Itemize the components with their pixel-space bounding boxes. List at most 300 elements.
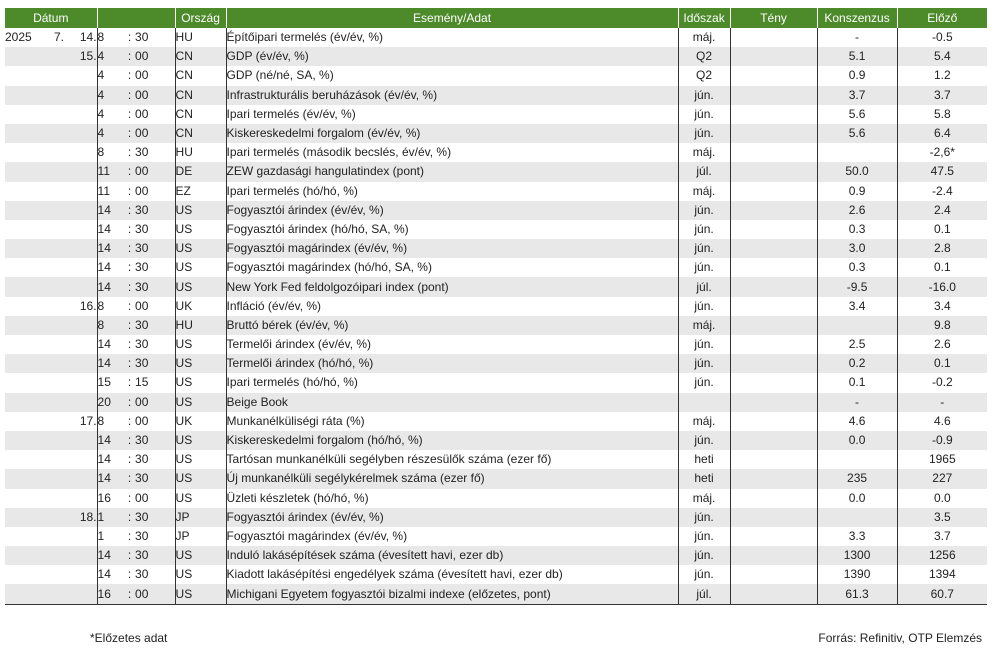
- header-orszag: Ország: [175, 8, 226, 28]
- row-day: 17.: [79, 413, 97, 428]
- row-period: máj.: [678, 489, 730, 508]
- row-year: [5, 546, 42, 565]
- row-day: [64, 124, 97, 143]
- row-event: GDP (né/né, SA, %): [226, 66, 678, 85]
- row-event: Kiadott lakásépítési engedélyek száma (évesített havi, ezer db): [226, 565, 678, 584]
- row-period: jún.: [678, 220, 730, 239]
- row-minute: 30: [135, 508, 175, 527]
- row-actual: [730, 124, 817, 143]
- row-hour: 4: [97, 105, 124, 124]
- row-event: Michigani Egyetem fogyasztói bizalmi indexe (előzetes, pont): [226, 584, 678, 604]
- row-hour: 14: [97, 220, 124, 239]
- row-month: [42, 412, 64, 431]
- row-hour: 14: [97, 431, 124, 450]
- table-row: [5, 182, 987, 201]
- row-year: [5, 431, 42, 450]
- row-period: jún.: [678, 105, 730, 124]
- table-row: [5, 162, 987, 181]
- row-hour: 8: [97, 297, 124, 316]
- table-row: [5, 277, 987, 296]
- row-month: [42, 373, 64, 392]
- time-separator: :: [127, 567, 132, 582]
- row-minute: 30: [135, 546, 175, 565]
- table-row: [5, 124, 987, 143]
- row-day: [64, 565, 97, 584]
- row-minute: 30: [135, 469, 175, 488]
- table-row: [5, 28, 987, 47]
- row-period: jún.: [678, 527, 730, 546]
- row-previous: -2.4: [897, 182, 987, 201]
- row-actual: [730, 527, 817, 546]
- row-year: [5, 143, 42, 162]
- row-day: [64, 527, 97, 546]
- row-hour: 14: [97, 450, 124, 469]
- table-row: [5, 47, 987, 66]
- row-country: CN: [175, 105, 226, 124]
- row-year: [5, 584, 42, 604]
- row-actual: [730, 316, 817, 335]
- row-day: [64, 489, 97, 508]
- row-day: [64, 143, 97, 162]
- row-year: [5, 412, 42, 431]
- row-day: [64, 393, 97, 412]
- table-row: [5, 239, 987, 258]
- row-minute: 00: [135, 183, 149, 198]
- table-row: [5, 469, 987, 488]
- row-consensus: 0.2: [817, 354, 897, 373]
- row-previous: 3.5: [897, 508, 987, 527]
- table-row: [5, 105, 987, 124]
- row-hour: 16: [97, 584, 124, 604]
- row-actual: [730, 354, 817, 373]
- time-separator: :: [124, 354, 135, 373]
- time-separator: :: [127, 260, 132, 275]
- row-year: [5, 393, 42, 412]
- row-year: [5, 489, 42, 508]
- row-minute: 30: [135, 528, 149, 543]
- row-year: [5, 258, 42, 277]
- row-hour: 14: [97, 546, 124, 565]
- row-hour: 1: [97, 527, 124, 546]
- row-period: júl.: [678, 277, 730, 296]
- time-separator: :: [124, 239, 135, 258]
- row-actual: [730, 162, 817, 181]
- header-idoszak: Időszak: [678, 8, 730, 28]
- row-hour: 4: [97, 66, 124, 85]
- row-month: [42, 431, 64, 450]
- row-actual: [730, 47, 817, 66]
- time-separator: :: [124, 124, 135, 143]
- row-country: UK: [175, 412, 226, 431]
- row-month: [42, 47, 64, 66]
- row-year: [5, 354, 42, 373]
- header-teny: Tény: [730, 8, 817, 28]
- row-country: JP: [175, 508, 226, 527]
- row-country: JP: [175, 527, 226, 546]
- row-day: [64, 584, 97, 604]
- row-actual: [730, 143, 817, 162]
- row-previous: -0.9: [897, 431, 987, 450]
- row-hour: 8: [97, 316, 124, 335]
- row-period: jún.: [678, 546, 730, 565]
- row-minute: 30: [135, 277, 175, 296]
- row-month: [42, 469, 64, 488]
- time-separator: :: [127, 375, 132, 390]
- table-row: [5, 335, 987, 354]
- row-hour: 14: [97, 201, 124, 220]
- row-country: US: [175, 201, 226, 220]
- row-event: Fogyasztói magárindex (hó/hó, SA, %): [226, 258, 678, 277]
- row-month: [42, 182, 64, 201]
- row-previous: -16.0: [897, 277, 987, 296]
- row-event: Infrastrukturális beruházások (év/év, %): [226, 86, 678, 105]
- row-actual: [730, 393, 817, 412]
- row-month: [42, 86, 64, 105]
- row-month: [42, 316, 64, 335]
- row-consensus: 61.3: [817, 584, 897, 604]
- row-actual: [730, 373, 817, 392]
- row-hour: 11: [97, 162, 124, 181]
- table-row: [5, 527, 987, 546]
- table-row: [5, 297, 987, 316]
- row-country: US: [175, 489, 226, 508]
- row-event: Kiskereskedelmi forgalom (hó/hó, %): [226, 431, 678, 450]
- row-day: 18.: [64, 508, 97, 527]
- time-separator: :: [127, 183, 132, 198]
- row-event: GDP (év/év, %): [226, 47, 678, 66]
- row-country: CN: [175, 86, 226, 105]
- row-month: [42, 220, 64, 239]
- row-period: jún.: [678, 565, 730, 584]
- row-period: máj.: [678, 316, 730, 335]
- table-row: [5, 508, 987, 527]
- time-separator: :: [124, 277, 135, 296]
- row-actual: [730, 584, 817, 604]
- row-country: US: [175, 584, 226, 604]
- time-separator: :: [127, 528, 132, 543]
- row-minute: 30: [135, 221, 149, 236]
- table-row: [5, 412, 987, 431]
- row-country: US: [175, 565, 226, 584]
- row-previous: 0.1: [897, 258, 987, 277]
- row-country: US: [175, 373, 226, 392]
- row-consensus: -: [817, 393, 897, 412]
- table-row: [5, 86, 987, 105]
- row-event: Bruttó bérek (év/év, %): [226, 316, 678, 335]
- row-consensus: 0.3: [817, 258, 897, 277]
- row-consensus: -9.5: [817, 277, 897, 296]
- row-previous: 1.2: [897, 66, 987, 85]
- row-event: Fogyasztói árindex (év/év, %): [226, 508, 678, 527]
- row-consensus: [817, 316, 897, 335]
- row-consensus: 3.4: [817, 297, 897, 316]
- row-minute: 00: [135, 393, 175, 412]
- row-country: US: [175, 335, 226, 354]
- time-separator: :: [124, 393, 135, 412]
- row-previous: -0.2: [897, 373, 987, 392]
- row-country: HU: [175, 28, 226, 47]
- header-datum: Dátum: [5, 8, 97, 28]
- row-minute: 00: [135, 106, 149, 121]
- row-day: [64, 316, 97, 335]
- row-previous: 9.8: [897, 316, 987, 335]
- row-consensus: 2.5: [817, 335, 897, 354]
- row-month: [42, 584, 64, 604]
- row-period: heti: [678, 450, 730, 469]
- row-event: Ipari termelés (hó/hó, %): [226, 373, 678, 392]
- row-country: US: [175, 220, 226, 239]
- row-previous: 1394: [897, 565, 987, 584]
- row-event: Fogyasztói magárindex (év/év, %): [226, 527, 678, 546]
- time-separator: :: [127, 413, 132, 428]
- row-minute: 00: [135, 162, 175, 181]
- row-actual: [730, 565, 817, 584]
- time-separator: :: [127, 106, 132, 121]
- row-year: [5, 239, 42, 258]
- time-separator: :: [127, 145, 132, 160]
- row-day: [64, 86, 97, 105]
- header-esemeny: Esemény/Adat: [226, 8, 678, 28]
- row-period: máj.: [678, 143, 730, 162]
- time-separator: :: [124, 162, 135, 181]
- row-actual: [730, 182, 817, 201]
- row-consensus: [817, 143, 897, 162]
- time-separator: :: [127, 221, 132, 236]
- row-actual: [730, 239, 817, 258]
- row-previous: 6.4: [897, 124, 987, 143]
- row-month: [42, 143, 64, 162]
- row-consensus: 1390: [817, 565, 897, 584]
- row-day: [64, 450, 97, 469]
- row-country: US: [175, 393, 226, 412]
- row-day: [64, 239, 97, 258]
- row-year: [5, 450, 42, 469]
- row-day: 16.: [79, 298, 97, 313]
- row-consensus: 5.6: [817, 105, 897, 124]
- row-hour: 14: [97, 258, 124, 277]
- row-event: Kiskereskedelmi forgalom (év/év, %): [226, 124, 678, 143]
- row-month: [42, 527, 64, 546]
- row-month: [42, 124, 64, 143]
- row-event: Üzleti készletek (hó/hó, %): [226, 489, 678, 508]
- row-month: [42, 105, 64, 124]
- row-country: CN: [175, 66, 226, 85]
- row-hour: 20: [97, 393, 124, 412]
- row-year: [5, 565, 42, 584]
- row-consensus: [817, 450, 897, 469]
- row-event: Munkanélküliségi ráta (%): [226, 412, 678, 431]
- row-month: [42, 565, 64, 584]
- row-year: [5, 47, 42, 66]
- header-time: [97, 8, 175, 28]
- row-previous: 4.6: [897, 412, 987, 431]
- row-minute: 30: [135, 145, 149, 160]
- row-previous: -: [897, 393, 987, 412]
- row-period: [678, 393, 730, 412]
- table-body: [5, 28, 987, 604]
- row-day: [64, 66, 97, 85]
- row-minute: 00: [135, 298, 149, 313]
- row-period: Q2: [678, 66, 730, 85]
- row-hour: 14: [97, 565, 124, 584]
- row-actual: [730, 28, 817, 47]
- table-row: [5, 66, 987, 85]
- row-previous: 3.7: [897, 527, 987, 546]
- row-actual: [730, 105, 817, 124]
- row-minute: 00: [135, 86, 175, 105]
- row-consensus: 50.0: [817, 162, 897, 181]
- row-country: US: [175, 239, 226, 258]
- row-consensus: -: [817, 28, 897, 47]
- row-day: [64, 162, 97, 181]
- time-separator: :: [124, 316, 135, 335]
- header-elozo: Előző: [897, 8, 987, 28]
- row-event: Fogyasztói árindex (hó/hó, SA, %): [226, 220, 678, 239]
- row-event: Induló lakásépítések száma (évesített havi, ezer db): [226, 546, 678, 565]
- row-year: [5, 66, 42, 85]
- row-previous: -2,6*: [897, 143, 987, 162]
- row-minute: 30: [135, 316, 175, 335]
- row-day: [64, 546, 97, 565]
- row-consensus: 0.1: [817, 373, 897, 392]
- table-row: [5, 431, 987, 450]
- row-previous: 5.8: [897, 105, 987, 124]
- table-row: [5, 143, 987, 162]
- row-period: jún.: [678, 508, 730, 527]
- row-month: [42, 335, 64, 354]
- row-actual: [730, 66, 817, 85]
- row-previous: 227: [897, 469, 987, 488]
- row-day: [64, 182, 97, 201]
- row-period: jún.: [678, 201, 730, 220]
- row-previous: 2.4: [897, 201, 987, 220]
- row-minute: 15: [135, 375, 149, 390]
- row-event: Új munkanélküli segélykérelmek száma (ezer fő): [226, 469, 678, 488]
- row-day: [64, 431, 97, 450]
- row-previous: 0.0: [897, 489, 987, 508]
- row-actual: [730, 508, 817, 527]
- row-consensus: 0.0: [817, 489, 897, 508]
- table-header-row: [5, 8, 987, 28]
- row-country: CN: [175, 124, 226, 143]
- row-day: [64, 258, 97, 277]
- row-consensus: 5.1: [817, 47, 897, 66]
- table-row: [5, 546, 987, 565]
- row-event: Építőipari termelés (év/év, %): [226, 28, 678, 47]
- row-event: Infláció (év/év, %): [226, 297, 678, 316]
- time-separator: :: [124, 431, 135, 450]
- row-period: jún.: [678, 239, 730, 258]
- row-actual: [730, 450, 817, 469]
- row-hour: 8: [97, 412, 124, 431]
- time-separator: :: [124, 546, 135, 565]
- row-year: [5, 508, 42, 527]
- row-day: 15.: [64, 47, 97, 66]
- row-month: [42, 354, 64, 373]
- row-day: [64, 354, 97, 373]
- row-consensus: [817, 508, 897, 527]
- table-row: [5, 393, 987, 412]
- row-day: [64, 220, 97, 239]
- row-country: US: [175, 277, 226, 296]
- row-consensus: 5.6: [817, 124, 897, 143]
- row-actual: [730, 258, 817, 277]
- time-separator: :: [124, 584, 135, 604]
- row-minute: 30: [135, 201, 175, 220]
- row-month: [42, 162, 64, 181]
- row-year: [5, 124, 42, 143]
- row-month: [42, 66, 64, 85]
- row-month: [42, 393, 64, 412]
- row-actual: [730, 86, 817, 105]
- row-event: Beige Book: [226, 393, 678, 412]
- row-event: Termelői árindex (év/év, %): [226, 335, 678, 354]
- row-event: Ipari termelés (hó/hó, %): [226, 182, 678, 201]
- row-year: [5, 86, 42, 105]
- row-previous: 60.7: [897, 584, 987, 604]
- row-event: ZEW gazdasági hangulatindex (pont): [226, 162, 678, 181]
- row-period: jún.: [678, 373, 730, 392]
- row-consensus: 3.0: [817, 239, 897, 258]
- row-year: [5, 297, 42, 316]
- row-period: júl.: [678, 584, 730, 604]
- row-period: Q2: [678, 47, 730, 66]
- row-hour: 15: [97, 373, 124, 392]
- row-country: US: [175, 354, 226, 373]
- row-period: jún.: [678, 354, 730, 373]
- row-previous: 47.5: [897, 162, 987, 181]
- row-period: máj.: [678, 412, 730, 431]
- row-event: Termelői árindex (hó/hó, %): [226, 354, 678, 373]
- table-row: [5, 220, 987, 239]
- time-separator: :: [127, 68, 132, 83]
- row-minute: 00: [135, 124, 175, 143]
- row-year: [5, 182, 42, 201]
- time-separator: :: [127, 298, 132, 313]
- row-country: US: [175, 431, 226, 450]
- row-minute: 30: [135, 567, 149, 582]
- row-actual: [730, 335, 817, 354]
- footnote: *Előzetes adat: [90, 631, 168, 645]
- row-event: Ipari termelés (év/év, %): [226, 105, 678, 124]
- row-country: US: [175, 546, 226, 565]
- row-country: DE: [175, 162, 226, 181]
- row-minute: 30: [135, 337, 149, 352]
- row-period: jún.: [678, 335, 730, 354]
- row-hour: 14: [97, 239, 124, 258]
- row-country: HU: [175, 316, 226, 335]
- table-row: [5, 450, 987, 469]
- time-separator: :: [124, 86, 135, 105]
- row-period: máj.: [678, 182, 730, 201]
- time-separator: :: [127, 30, 132, 45]
- row-day: [64, 201, 97, 220]
- row-country: CN: [175, 47, 226, 66]
- row-day: [64, 373, 97, 392]
- row-consensus: 4.6: [817, 412, 897, 431]
- row-country: US: [175, 258, 226, 277]
- row-minute: 30: [135, 260, 149, 275]
- time-separator: :: [127, 452, 132, 467]
- row-year: [5, 316, 42, 335]
- row-actual: [730, 220, 817, 239]
- row-year: [5, 162, 42, 181]
- row-hour: 8: [97, 28, 124, 47]
- table-row: [5, 565, 987, 584]
- time-separator: :: [124, 469, 135, 488]
- row-event: Ipari termelés (második becslés, év/év, %): [226, 143, 678, 162]
- row-consensus: 0.0: [817, 431, 897, 450]
